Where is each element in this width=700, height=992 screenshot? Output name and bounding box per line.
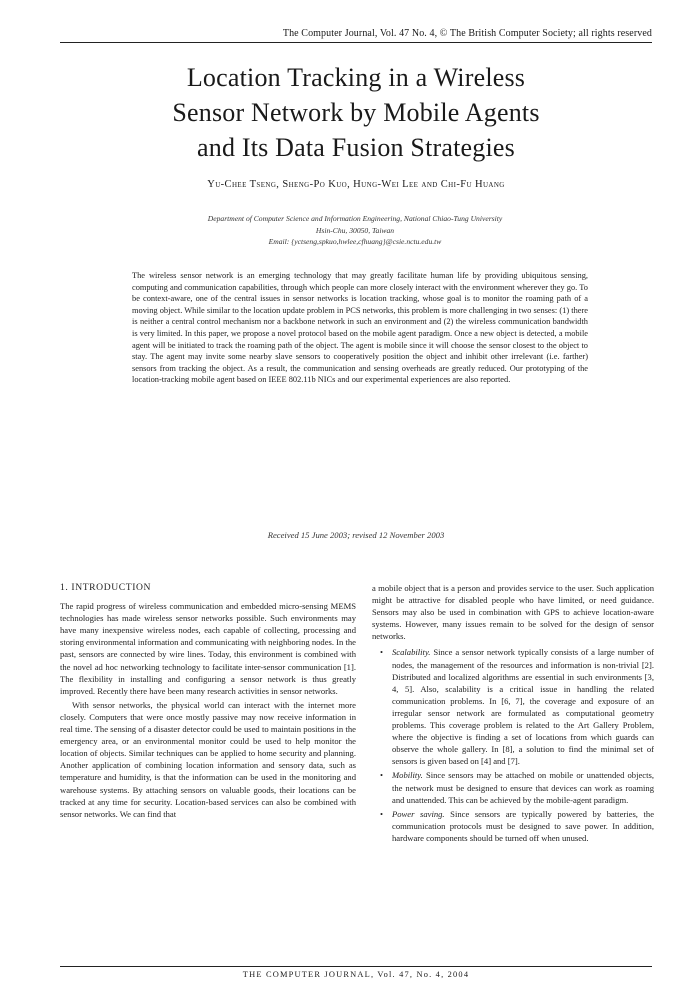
- left-column: [60, 582, 356, 958]
- running-head: The Computer Journal, Vol. 47 No. 4, © The British Computer Society; all rights reserved: [60, 28, 652, 43]
- title-line: and Its Data Fusion Strategies: [197, 133, 515, 162]
- issue-list: [372, 646, 654, 844]
- title-line: Sensor Network by Mobile Agents: [172, 98, 540, 127]
- bullet-icon: •: [380, 808, 384, 819]
- body-paragraph: The rapid progress of wireless communication and embedded micro-sensing MEMS technologies has made wireless sensor networks possible. Such environments may have many inexpensive wireless nodes, each capable of collecting, processing and storing environmental information and communicating with neighboring nodes. In the past, sensors are connected by wire lines. Today, this environment is combined with the novel ad hoc networking technology to facilitate inter-sensor communication [1]. The flexibility in installing and configuring a sensor network is thus greatly improved. Recently there have been many research activities in sensor networks.: [60, 601, 356, 696]
- list-item-text: Since sensors may be attached on mobile or unattended objects, the network must be designed to ensure that devices can work as roaming and unattended. This can be achieved by the mobile-agent paradigm.: [392, 770, 654, 805]
- affiliation-email: Email: {yctseng,spkuo,hwlee,cfhuang}@csie.nctu.edu.tw: [268, 237, 442, 246]
- list-item-text: Since a sensor network typically consists of a large number of nodes, the management of the resources and information is non-trivial [2]. Distributed and localized algorithms are essential in such environments [3, 4, 5]. Also, scalability is a critical issue in handling the related communication problems. In [6, 7], the coverage and exposure of an irregular sensor network are formulated as computational geometry problems. This coverage problem is related to the Art Gallery Problem, where the objective is finding a set of locations from which guards can observe the whole gallery. In [8], a solution to find the minimal set of sensors is given based on [4] and [7].: [392, 647, 654, 767]
- section-heading: 1. INTRODUCTION: [60, 582, 152, 593]
- list-item: [372, 769, 654, 805]
- list-item-term: Scalability.: [392, 647, 431, 658]
- list-item-text: Since sensors are typically powered by batteries, the communication protocols must be designed to save power. In addition, hardware components should be turned off when unused.: [392, 808, 654, 843]
- bullet-icon: •: [380, 647, 384, 658]
- abstract: The wireless sensor network is an emerging technology that may greatly facilitate human life by providing ubiquitous sensing, computing and communication capabilities, through which people can more closely interact with the environment wherever they go. To be context-aware, one of the central issues in sensor networks is location tracking, whose goal is to monitor the roaming path of a moving object. While similar to the location update problem in PCS networks, this problem is more challenging in two senses: (1) there is neither a central control mechanism nor a backbone network in such an environment and (2) the wireless communication bandwidth is very limited. In this paper, we propose a novel protocol based on the mobile agent paradigm. Once a new object is detected, a mobile agent will be initiated to track the roaming path of the object. The agent is mobile since it will choose the sensor closest to the object to stay. The agent may invite some nearby slave sensors to cooperatively position the object and inhibit other irrelevant (i.e. farther) sensors from tracking the object. As a result, the communication and sensing overheads are greatly reduced. Our prototyping of the location-tracking mobile agent based on IEEE 802.11b NICs and our experimental experiences are also reported.: [132, 271, 588, 385]
- author-list: Yu-Chee Tseng, Sheng-Po Kuo, Hung-Wei Lee and Chi-Fu Huang: [207, 179, 505, 190]
- list-item-term: Mobility.: [392, 770, 423, 781]
- received-date: Received 15 June 2003; revised 12 November 2003: [267, 530, 445, 540]
- right-column: [372, 582, 654, 958]
- affiliation-line: Hsin-Chu, 30050, Taiwan: [315, 225, 395, 235]
- body-paragraph: With sensor networks, the physical world can interact with the internet more closely. Computers that were once mostly passive may now receive information in real time. The sensing of a disaster detector could be used to maintain positions in the emergency area, or an environmental monitor could be used to help monitor the location of objects. Similar techniques can be applied to home security and planning. Another application of combining location information and sensory data, such as temperature and humidity, is that the information can be used in the monitoring and warehouse systems. By attaching sensors on valuable goods, their locations can be tracked at any time for security. Location-based services can also be combined with sensor networks. We can find that: [60, 699, 356, 819]
- affiliation-line: Department of Computer Science and Information Engineering, National Chiao-Tung University: [207, 214, 503, 223]
- list-item: [372, 808, 654, 844]
- list-item-term: Power saving.: [392, 808, 445, 819]
- list-item: [372, 646, 654, 767]
- paper-title: [60, 60, 652, 165]
- body-paragraph: a mobile object that is a person and provides service to the user. Such application might be attractive for disabled people who have limited, or need guidance. Sensors may also be used in combination with GPS to achieve location-aware systems. However, many issues remain to be solved for the design of sensor networks.: [372, 583, 654, 642]
- affiliation: [100, 213, 610, 248]
- bullet-icon: •: [380, 770, 384, 781]
- page-footer: THE COMPUTER JOURNAL, Vol. 47, No. 4, 2004: [60, 966, 652, 979]
- title-line: Location Tracking in a Wireless: [186, 63, 526, 92]
